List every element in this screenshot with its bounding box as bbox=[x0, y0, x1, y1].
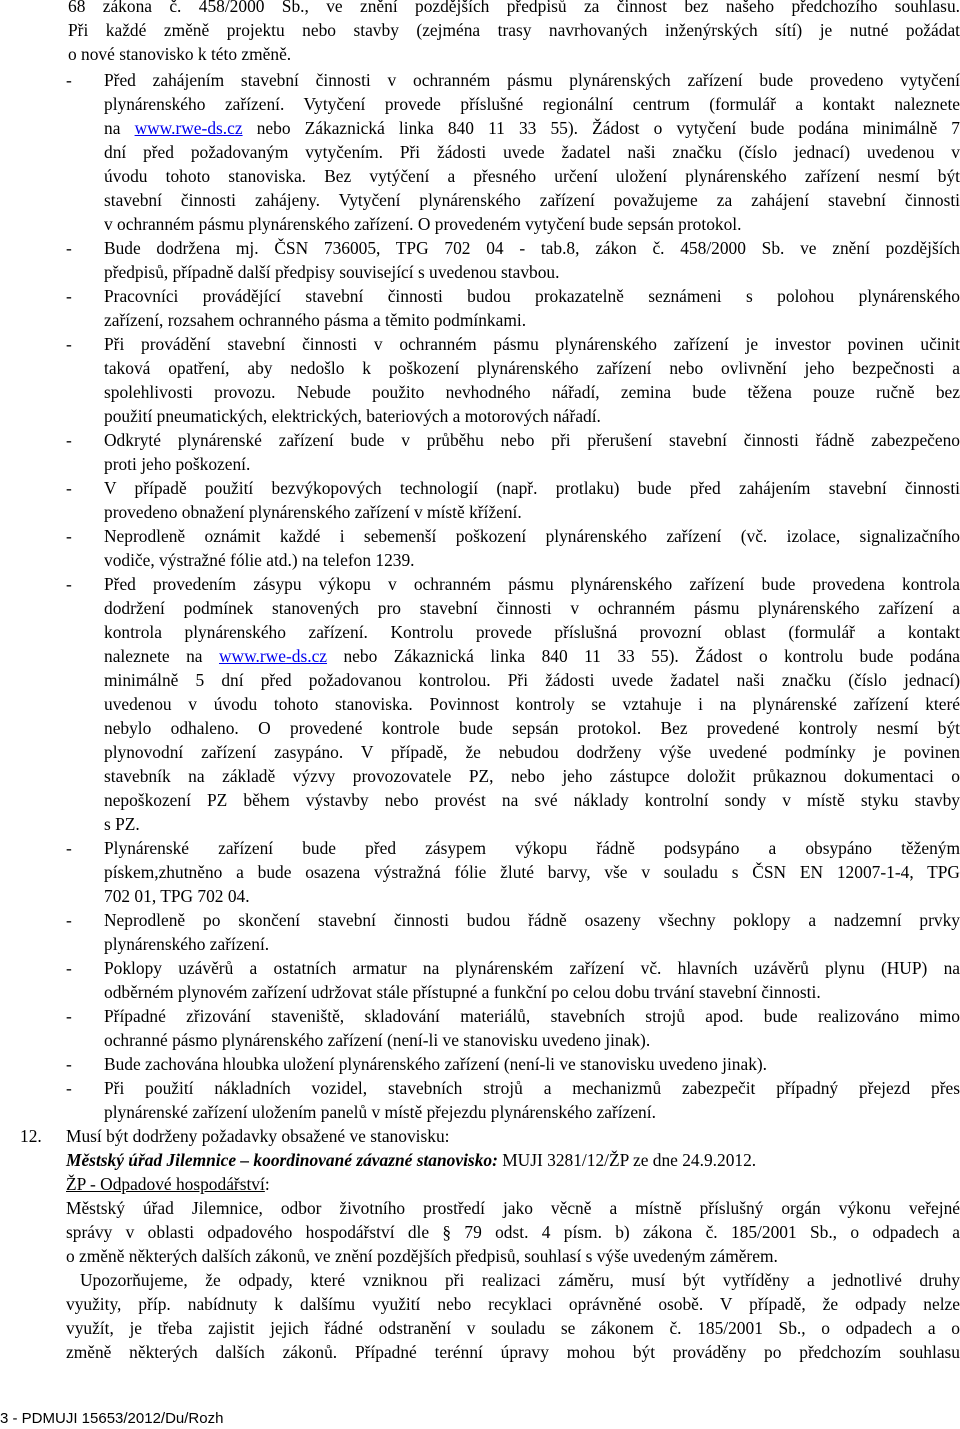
text-line: Při použití nákladních vozidel, stavebních strojů a mechanizmů zabezpečit případný přejezd přes bbox=[104, 1078, 960, 1098]
text-line: úvodu tohoto stanoviska. Bez vytýčení a přesného určení uložení plynárenského zařízení nesmí být bbox=[104, 166, 960, 186]
text-line: v ochranném pásmu plynárenského zařízení. O provedeném vytyčení bude sepsán protokol. bbox=[104, 214, 742, 234]
text-line: Plynárenské zařízení bude před zásypem výkopu řádně podsypáno a obsypáno těženým bbox=[104, 838, 960, 858]
rwe-ds-link[interactable]: www.rwe-ds.cz bbox=[219, 646, 328, 666]
text-line: provedeno obnažení plynárenského zařízení v místě křížení. bbox=[104, 502, 522, 522]
text-line: plynovodní zařízení zasypáno. V případě, že nebudou dodrženy výše uvedené podmínky je povinen bbox=[104, 742, 960, 762]
text-line: Musí být dodrženy požadavky obsažené ve stanovisku: bbox=[66, 1126, 450, 1146]
text-line: taková opatření, aby nedošlo k poškození plynárenského zařízení nebo ovlivnění jeho bezpečnosti a bbox=[104, 358, 960, 378]
text-line: zařízení, rozsahem ochranného pásma a těmito podmínkami. bbox=[104, 310, 527, 330]
text-line: Při provádění stavební činnosti v ochranném pásmu plynárenského zařízení je investor povinen učinit bbox=[104, 334, 960, 354]
text-line: plynárenské zařízení uložením panelů v místě přejezdu plynárenského zařízení. bbox=[104, 1102, 656, 1122]
text-line: uvedenou v úvodu tohoto stanoviska. Povinnost kontroly se vztahuje i na plynárenské zařízení které bbox=[104, 694, 960, 714]
text-span: : bbox=[264, 1174, 270, 1194]
text-line: 702 01, TPG 702 04. bbox=[104, 886, 250, 906]
text-line: ochranné pásmo plynárenského zařízení (není-li ve stanovisku uvedeno jinak). bbox=[104, 1030, 651, 1050]
text-line: Odkryté plynárenské zařízení bude v průběhu nebo při přerušení stavební činnosti řádně zabezpečeno bbox=[104, 430, 960, 450]
text-line: spolehlivosti provozu. Nebude použito nevhodného nářadí, zemina bude těžena pouze ručně bez bbox=[104, 382, 960, 402]
text-line: Neprodleně oznámit každé i sebemenší poškození plynárenského zařízení (vč. izolace, signalizačního bbox=[104, 526, 960, 546]
list-bullet: - bbox=[66, 1054, 72, 1074]
text-line: Upozorňujeme, že odpady, které vzniknou při realizaci záměru, musí být vytříděny a jednotlivé druhy bbox=[80, 1270, 960, 1290]
text-span: MUJI 3281/12/ŽP ze dne 24.9.2012. bbox=[497, 1150, 757, 1170]
text-line: nepoškození PZ během výstavby nebo provést na své náklady kontrolní sondy v místě styku stavby bbox=[104, 790, 960, 810]
list-bullet: - bbox=[66, 958, 72, 978]
authority-title: Městský úřad Jilemnice – koordinované závazné stanovisko: bbox=[66, 1150, 498, 1170]
subsection-title: ŽP - Odpadové hospodářství bbox=[66, 1174, 265, 1194]
text-line: využít, je třeba zajistit jejich řádné odstranění v souladu se zákonem č. 185/2001 Sb., o odpadech a o bbox=[66, 1318, 960, 1338]
list-bullet: - bbox=[66, 478, 72, 498]
text-line: Neprodleně po skončení stavební činnosti budou řádně osazeny všechny poklopy a nadzemní prvky bbox=[104, 910, 960, 930]
section-title bbox=[66, 1148, 960, 1172]
text-line: o změně některých dalších zákonů, ve znění pozdějších předpisů, souhlasí s výše uvedeným záměrem. bbox=[66, 1246, 778, 1266]
text-line: Pracovníci provádějící stavební činnosti budou prokazatelně seznámeni s polohou plynárenského bbox=[104, 286, 960, 306]
text-line: Bude zachována hloubka uložení plynárenského zařízení (není-li ve stanovisku uvedeno jinak). bbox=[104, 1054, 768, 1074]
page-footer: 3 - PDMUJI 15653/2012/Du/Rozh bbox=[0, 1410, 224, 1427]
text-line: předpisů, případně další předpisy související s uvedenou stavbou. bbox=[104, 262, 560, 282]
list-bullet: - bbox=[66, 334, 72, 354]
text-line: stavebník na základě výzvy provozovatele PZ, nebo jeho zástupce doložit průkaznou dokumentaci o bbox=[104, 766, 960, 786]
text-line: proti jeho poškození. bbox=[104, 454, 251, 474]
list-bullet: - bbox=[66, 70, 72, 90]
text-line: plynárenského zařízení. Vytyčení provede příslušné regionální centrum (formulář a kontakt naleznete bbox=[104, 94, 960, 114]
text-line: dní před požadovaným vytyčením. Při žádosti uvede žadatel naši značku (číslo jednací) uvedenou v bbox=[104, 142, 960, 162]
section-number: 12. bbox=[20, 1126, 42, 1146]
text-line: správy v oblasti odpadového hospodářství dle § 79 odst. 4 písm. b) zákona č. 185/2001 Sb., o odpadech a bbox=[66, 1222, 960, 1242]
text-line: změně některých dalších zákonů. Případné terénní úpravy mohou být prováděny po předchozím souhlasu bbox=[66, 1342, 960, 1362]
list-bullet: - bbox=[66, 286, 72, 306]
text-line: stavební činnosti zahájeny. Vytyčení plynárenského zařízení považujeme za zahájení stavební činnosti bbox=[104, 190, 960, 210]
text-line: Případné zřizování staveniště, skladování materiálů, stavebních strojů apod. bude realizováno mimo bbox=[104, 1006, 960, 1026]
text-line: plynárenského zařízení. bbox=[104, 934, 270, 954]
list-bullet: - bbox=[66, 238, 72, 258]
list-bullet: - bbox=[66, 910, 72, 930]
text-line: použití pneumatických, elektrických, bateriových a motorových nářadí. bbox=[104, 406, 601, 426]
text-span: naleznete na bbox=[104, 646, 219, 666]
text-line: vodiče, výstražné fólie atd.) na telefon 1239. bbox=[104, 550, 415, 570]
text-line: odběrném plynovém zařízení udržovat stále přístupné a funkční po celou dobu trvání stavební činnosti. bbox=[104, 982, 821, 1002]
text-line: Před provedením zásypu výkopu v ochranném pásmu plynárenského zařízení bude provedena kontrola bbox=[104, 574, 960, 594]
text-line: pískem,zhutněno a bude osazena výstražná fólie žluté barvy, vše v souladu s ČSN EN 12007-1-4, TPG bbox=[104, 862, 960, 882]
text-line bbox=[104, 116, 960, 140]
text-line: kontrola plynárenského zařízení. Kontrolu provede příslušná provozní oblast (formulář a kontakt bbox=[104, 622, 960, 642]
text-line: dodržení podmínek stanovených pro stavební činnosti v ochranném pásmu plynárenského zařízení a bbox=[104, 598, 960, 618]
list-bullet: - bbox=[66, 526, 72, 546]
list-bullet: - bbox=[66, 574, 72, 594]
text-line: Poklopy uzávěrů a ostatních armatur na plynárenském zařízení vč. hlavních uzávěrů plynu (HUP) na bbox=[104, 958, 960, 978]
text-line: Bude dodržena mj. ČSN 736005, TPG 702 04 - tab.8, zákon č. 458/2000 Sb. ve znění pozdějších bbox=[104, 238, 960, 258]
text-line: o nové stanovisko k této změně. bbox=[68, 44, 292, 64]
rwe-ds-link[interactable]: www.rwe-ds.cz bbox=[134, 118, 243, 138]
text-line: minimálně 5 dní před požadovanou kontrolou. Při žádosti uvede žadatel naši značku (číslo jednací) bbox=[104, 670, 960, 690]
text-span: na bbox=[104, 118, 135, 138]
text-line: Před zahájením stavební činnosti v ochranném pásmu plynárenských zařízení bude provedeno vytyčení bbox=[104, 70, 960, 90]
text-line: V případě použití bezvýkopových technologií (např. protlaku) bude před zahájením stavební činnosti bbox=[104, 478, 960, 498]
text-line: Při každé změně projektu nebo stavby (zejména trasy navrhovaných inženýrských sítí) je nutné požádat bbox=[68, 20, 960, 40]
subsection-heading bbox=[66, 1172, 960, 1196]
list-bullet: - bbox=[66, 1006, 72, 1026]
text-span: nebo Zákaznická linka 840 11 33 55). Žádost o vytyčení bude podána minimálně 7 bbox=[242, 118, 960, 138]
text-line: nebylo odhaleno. O provedené kontrole bude sepsán protokol. Bez provedené kontroly nesmí být bbox=[104, 718, 960, 738]
text-span: nebo Zákaznická linka 840 11 33 55). Žádost o kontrolu bude podána bbox=[327, 646, 960, 666]
text-line: využity, příp. nabídnuty k dalšímu využití nebo recyklaci oprávněné osobě. V případě, že odpady nelze bbox=[66, 1294, 960, 1314]
list-bullet: - bbox=[66, 1078, 72, 1098]
list-bullet: - bbox=[66, 430, 72, 450]
list-bullet: - bbox=[66, 838, 72, 858]
text-line: Městský úřad Jilemnice, odbor životního prostředí jako věcně a místně příslušný orgán výkonu veřejné bbox=[66, 1198, 960, 1218]
text-line: s PZ. bbox=[104, 814, 140, 834]
text-line bbox=[104, 644, 960, 668]
text-line: 68 zákona č. 458/2000 Sb., ve znění pozdějších předpisů za činnost bez našeho předchozího souhlasu. bbox=[68, 0, 960, 16]
